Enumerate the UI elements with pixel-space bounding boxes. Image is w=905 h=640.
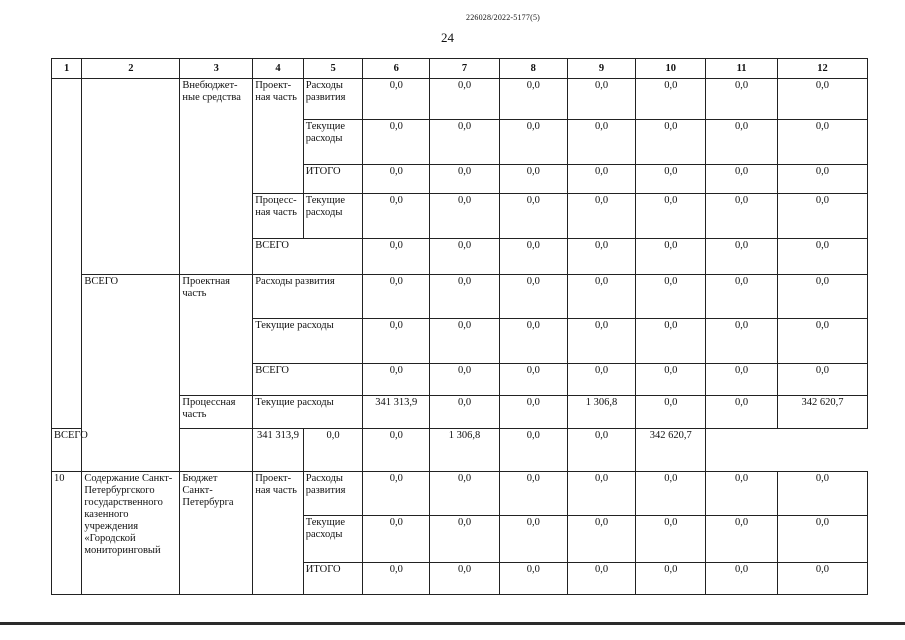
expense-type-cell: Текущие расходы <box>303 120 363 165</box>
value-cell: 0,0 <box>363 516 430 563</box>
value-cell: 0,0 <box>706 472 778 516</box>
expense-type-cell: ИТОГО <box>303 563 363 595</box>
value-cell: 0,0 <box>777 319 867 364</box>
value-cell: 0,0 <box>567 516 636 563</box>
value-cell: 0,0 <box>777 120 867 165</box>
value-cell: 0,0 <box>706 120 778 165</box>
value-cell: 0,0 <box>706 275 778 319</box>
column-header: 5 <box>303 59 363 79</box>
value-cell: 0,0 <box>499 364 567 396</box>
column-header: 12 <box>777 59 867 79</box>
value-cell: 1 306,8 <box>567 396 636 429</box>
value-cell: 0,0 <box>430 120 500 165</box>
value-cell: 0,0 <box>363 563 430 595</box>
value-cell: 0,0 <box>636 364 706 396</box>
value-cell: 0,0 <box>636 120 706 165</box>
value-cell: 0,0 <box>499 120 567 165</box>
value-cell: 0,0 <box>706 79 778 120</box>
value-cell: 0,0 <box>706 319 778 364</box>
value-cell: 0,0 <box>430 165 500 194</box>
part-cell: Процесс-ная часть <box>253 194 304 239</box>
value-cell: 0,0 <box>777 275 867 319</box>
column-header: 9 <box>567 59 636 79</box>
table-row <box>52 472 868 516</box>
value-cell: 0,0 <box>636 472 706 516</box>
value-cell: 0,0 <box>567 275 636 319</box>
value-cell: 0,0 <box>499 429 567 472</box>
value-cell: 0,0 <box>567 472 636 516</box>
value-cell: 0,0 <box>567 194 636 239</box>
value-cell: 0,0 <box>567 364 636 396</box>
value-cell: 0,0 <box>567 319 636 364</box>
value-cell: 0,0 <box>363 319 430 364</box>
value-cell: 0,0 <box>430 319 500 364</box>
part-cell: Проектная часть <box>180 275 253 396</box>
value-cell: 0,0 <box>636 194 706 239</box>
item-name-cell <box>82 79 180 275</box>
item-name-cell: Содержание Санкт-Петербургского государственного казенного учреждения «Городской мониторинговый <box>82 472 180 595</box>
column-header: 1 <box>52 59 82 79</box>
value-cell: 0,0 <box>430 563 500 595</box>
value-cell: 0,0 <box>567 239 636 275</box>
column-header: 4 <box>253 59 304 79</box>
value-cell: 0,0 <box>706 364 778 396</box>
page-bottom-border <box>0 622 905 625</box>
expense-type-cell: Текущие расходы <box>303 194 363 239</box>
value-cell: 0,0 <box>567 120 636 165</box>
column-header: 11 <box>706 59 778 79</box>
page-number: 24 <box>441 30 454 45</box>
value-cell: 0,0 <box>777 165 867 194</box>
value-cell: 0,0 <box>636 319 706 364</box>
column-header: 6 <box>363 59 430 79</box>
value-cell: 0,0 <box>430 472 500 516</box>
column-header: 10 <box>636 59 706 79</box>
value-cell: 342 620,7 <box>777 396 867 429</box>
expense-type-cell: Расходы развития <box>303 79 363 120</box>
expense-type-cell: Текущие расходы <box>253 396 363 429</box>
value-cell: 0,0 <box>636 79 706 120</box>
value-cell: 0,0 <box>706 239 778 275</box>
value-cell: 0,0 <box>499 239 567 275</box>
value-cell: 0,0 <box>430 79 500 120</box>
expense-type-cell: ИТОГО <box>303 165 363 194</box>
value-cell: 0,0 <box>706 396 778 429</box>
value-cell: 0,0 <box>777 563 867 595</box>
value-cell: 0,0 <box>499 319 567 364</box>
value-cell: 0,0 <box>363 429 430 472</box>
value-cell: 0,0 <box>499 165 567 194</box>
value-cell: 0,0 <box>567 79 636 120</box>
value-cell: 0,0 <box>430 194 500 239</box>
value-cell: 0,0 <box>636 275 706 319</box>
column-header: 2 <box>82 59 180 79</box>
value-cell: 0,0 <box>363 239 430 275</box>
value-cell: 0,0 <box>430 396 500 429</box>
value-cell: 341 313,9 <box>363 396 430 429</box>
item-name-cell: ВСЕГО <box>82 275 180 472</box>
value-cell: 0,0 <box>363 165 430 194</box>
value-cell: 0,0 <box>363 472 430 516</box>
row-number-cell: 10 <box>52 472 82 595</box>
value-cell: 0,0 <box>363 120 430 165</box>
value-cell: 0,0 <box>499 79 567 120</box>
part-cell: Проект-ная часть <box>253 79 304 194</box>
expense-type-cell: Расходы развития <box>253 275 363 319</box>
total-label-cell: ВСЕГО <box>253 364 363 396</box>
value-cell: 0,0 <box>430 239 500 275</box>
value-cell: 0,0 <box>777 472 867 516</box>
value-cell: 0,0 <box>499 516 567 563</box>
value-cell: 0,0 <box>567 563 636 595</box>
part-cell: Проект-ная часть <box>253 472 304 595</box>
value-cell: 0,0 <box>499 563 567 595</box>
value-cell: 0,0 <box>363 275 430 319</box>
expense-type-cell: Расходы развития <box>303 472 363 516</box>
value-cell: 0,0 <box>499 194 567 239</box>
funding-source-cell: Бюджет Санкт-Петербурга <box>180 472 253 595</box>
value-cell: 0,0 <box>363 364 430 396</box>
value-cell: 0,0 <box>636 239 706 275</box>
value-cell: 0,0 <box>636 563 706 595</box>
part-cell: Процессная часть <box>180 396 253 429</box>
document-id: 226028/2022-5177(5) <box>466 13 541 22</box>
value-cell: 0,0 <box>303 429 363 472</box>
value-cell: 0,0 <box>567 429 636 472</box>
value-cell: 0,0 <box>777 239 867 275</box>
table-header-row <box>52 59 868 79</box>
table-row <box>52 79 868 120</box>
value-cell: 0,0 <box>706 516 778 563</box>
value-cell: 0,0 <box>706 563 778 595</box>
budget-table <box>51 58 868 595</box>
column-header: 8 <box>499 59 567 79</box>
value-cell: 0,0 <box>499 472 567 516</box>
value-cell: 342 620,7 <box>636 429 706 472</box>
expense-type-cell: Текущие расходы <box>303 516 363 563</box>
value-cell: 0,0 <box>777 79 867 120</box>
column-header: 7 <box>430 59 500 79</box>
value-cell: 0,0 <box>499 275 567 319</box>
total-label-cell: ВСЕГО <box>52 429 253 472</box>
value-cell: 0,0 <box>777 194 867 239</box>
value-cell: 1 306,8 <box>430 429 500 472</box>
value-cell: 0,0 <box>636 516 706 563</box>
value-cell: 0,0 <box>499 396 567 429</box>
value-cell: 0,0 <box>706 194 778 239</box>
row-number-cell <box>52 79 82 429</box>
value-cell: 0,0 <box>567 165 636 194</box>
value-cell: 0,0 <box>636 165 706 194</box>
total-label-cell: ВСЕГО <box>253 239 363 275</box>
value-cell: 0,0 <box>363 79 430 120</box>
value-cell: 0,0 <box>777 516 867 563</box>
expense-type-cell: Текущие расходы <box>253 319 363 364</box>
value-cell: 0,0 <box>430 364 500 396</box>
value-cell: 0,0 <box>430 275 500 319</box>
value-cell: 0,0 <box>777 364 867 396</box>
table-row <box>52 429 868 472</box>
column-header: 3 <box>180 59 253 79</box>
value-cell: 0,0 <box>636 396 706 429</box>
value-cell: 0,0 <box>706 165 778 194</box>
value-cell: 0,0 <box>363 194 430 239</box>
value-cell: 0,0 <box>430 516 500 563</box>
value-cell: 341 313,9 <box>253 429 304 472</box>
table-row <box>52 275 868 319</box>
funding-source-cell: Внебюджет-ные средства <box>180 79 253 275</box>
